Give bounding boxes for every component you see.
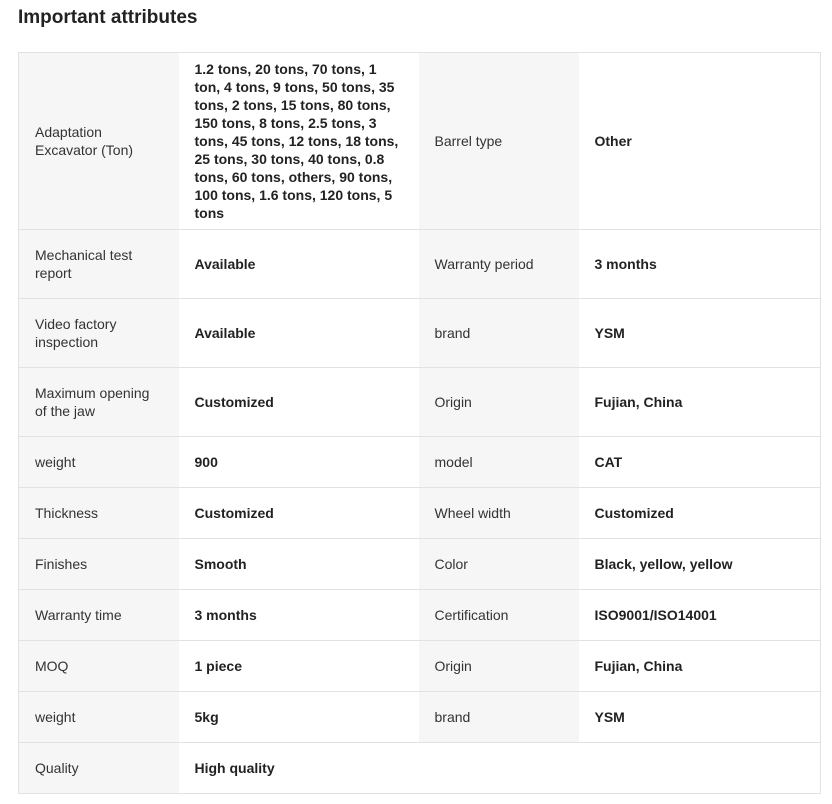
attribute-value: 3 months — [179, 590, 419, 641]
attribute-name: Thickness — [19, 488, 179, 539]
attribute-name: model — [419, 437, 579, 488]
section-title: Important attributes — [18, 7, 198, 28]
attribute-value: Available — [179, 230, 419, 299]
table-row — [19, 299, 821, 368]
attribute-value: 1 piece — [179, 641, 419, 692]
attribute-value: YSM — [579, 692, 821, 743]
empty-cell — [419, 743, 579, 794]
attribute-value: ISO9001/ISO14001 — [579, 590, 821, 641]
table-row — [19, 488, 821, 539]
attribute-name: brand — [419, 299, 579, 368]
attribute-name: Origin — [419, 368, 579, 437]
attribute-name: Wheel width — [419, 488, 579, 539]
attributes-table — [18, 52, 821, 794]
table-row — [19, 437, 821, 488]
attribute-name: Maximum opening of the jaw — [19, 368, 179, 437]
attribute-value: 5kg — [179, 692, 419, 743]
attribute-name: brand — [419, 692, 579, 743]
table-row — [19, 641, 821, 692]
table-row — [19, 692, 821, 743]
attribute-value: 3 months — [579, 230, 821, 299]
attribute-name: MOQ — [19, 641, 179, 692]
attribute-name: Adaptation Excavator (Ton) — [19, 53, 179, 230]
attribute-name: Warranty period — [419, 230, 579, 299]
attribute-name: Barrel type — [419, 53, 579, 230]
attribute-value: 1.2 tons, 20 tons, 70 tons, 1 ton, 4 tons, 9 tons, 50 tons, 35 tons, 2 tons, 15 tons, 80 tons, 150 tons, 8 tons, 2.5 tons, 3 tons, 45 tons, 12 tons, 18 tons, 25 tons, 30 tons, 40 tons, 0.8 tons, 60 tons, others, 90 tons, 100 tons, 1.6 tons, 120 tons, 5 tons — [179, 53, 419, 230]
attribute-name: Warranty time — [19, 590, 179, 641]
table-row — [19, 368, 821, 437]
table-row — [19, 539, 821, 590]
attribute-value: Black, yellow, yellow — [579, 539, 821, 590]
attribute-name: Quality — [19, 743, 179, 794]
attribute-name: weight — [19, 437, 179, 488]
attribute-value: Fujian, China — [579, 641, 821, 692]
attribute-name: Certification — [419, 590, 579, 641]
attribute-value: Fujian, China — [579, 368, 821, 437]
attribute-name: Mechanical test report — [19, 230, 179, 299]
table-row — [19, 230, 821, 299]
table-row — [19, 743, 821, 794]
attribute-value: Customized — [179, 368, 419, 437]
attribute-name: Color — [419, 539, 579, 590]
table-row — [19, 53, 821, 230]
attribute-value: Customized — [579, 488, 821, 539]
attribute-name: Video factory inspection — [19, 299, 179, 368]
table-row — [19, 590, 821, 641]
attribute-value: CAT — [579, 437, 821, 488]
attribute-value: 900 — [179, 437, 419, 488]
attribute-value: Available — [179, 299, 419, 368]
attribute-value: YSM — [579, 299, 821, 368]
attribute-name: weight — [19, 692, 179, 743]
attribute-name: Finishes — [19, 539, 179, 590]
attribute-value: Customized — [179, 488, 419, 539]
attribute-name: Origin — [419, 641, 579, 692]
attribute-value: Other — [579, 53, 821, 230]
attribute-value: Smooth — [179, 539, 419, 590]
attribute-value: High quality — [179, 743, 419, 794]
empty-cell — [579, 743, 821, 794]
